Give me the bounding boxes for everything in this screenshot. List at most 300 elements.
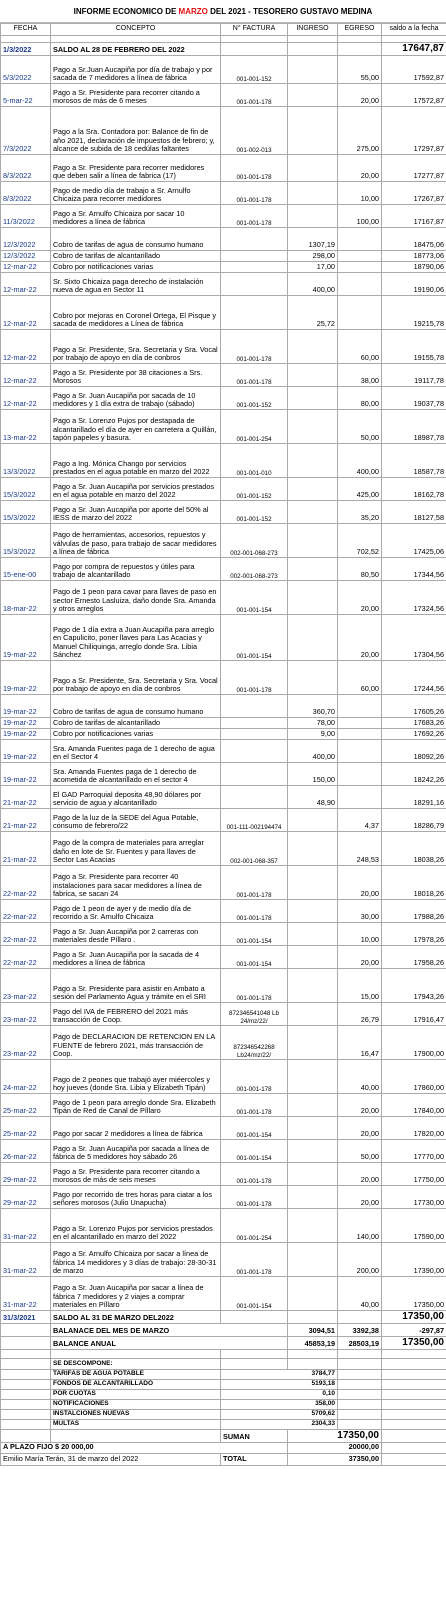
- date-cell: 12-mar-22: [1, 273, 51, 296]
- ledger-row: [1, 581, 446, 615]
- balance-cell: 18475,06: [382, 228, 446, 251]
- income-cell: [288, 1163, 338, 1186]
- invoice-cell: 001-001-178: [221, 155, 288, 182]
- concept-cell: Pago a Sr. Presidente, Sra. Secretaria y Sra. Vocal por trabajo de apoyo en día de conbros: [51, 661, 221, 695]
- concept-cell: Pago a Sr. Juan Aucapiña por sacada a línea de fábrica de 5 medidores hoy sábado 26: [51, 1140, 221, 1163]
- empty-cell: [51, 1429, 221, 1442]
- concept-cell: Cobro de tarifas de agua de consumo humano: [51, 695, 221, 718]
- breakdown-row: [1, 1369, 446, 1379]
- invoice-cell: 872346542268 Lb24/mz/22/: [221, 1026, 288, 1060]
- spacer-row: [1, 36, 446, 43]
- empty-cell: [382, 36, 446, 43]
- invoice-cell: 001-001-152: [221, 56, 288, 84]
- expense-cell: 20,00: [338, 1186, 382, 1209]
- balance-income: 3094,51: [288, 1323, 338, 1336]
- footer-row: [1, 1453, 446, 1465]
- empty-cell: [338, 1399, 382, 1409]
- income-cell: [288, 364, 338, 387]
- income-cell: [288, 330, 338, 364]
- empty-cell: [1, 1379, 51, 1389]
- concept-cell: Sra. Amanda Fuentes paga de 1 derecho de acometida de alcantarillado en el sector 4: [51, 763, 221, 786]
- concept-cell: Pago a Sr. Presidente para recorrer citando a morosos de más de seis meses: [51, 1163, 221, 1186]
- income-cell: [288, 1003, 338, 1026]
- income-cell: 1307,19: [288, 228, 338, 251]
- header-fecha: FECHA: [1, 24, 51, 36]
- spacer-row: [1, 1349, 446, 1358]
- invoice-cell: 001-002-013: [221, 107, 288, 155]
- concept-cell: Pago de medio día de trabajo a Sr. Arnulfo Chicaiza para recorrer medidores: [51, 182, 221, 205]
- invoice-cell: [221, 262, 288, 273]
- date-cell: 12-mar-22: [1, 262, 51, 273]
- balance-cell: 18790,06: [382, 262, 446, 273]
- date-cell: 22-mar-22: [1, 923, 51, 946]
- empty-cell: [382, 1429, 446, 1442]
- income-cell: [288, 809, 338, 832]
- balance-cell: 17267,87: [382, 182, 446, 205]
- balance-cell: 17605,26: [382, 695, 446, 718]
- concept-cell: Pago a Sr. Presidente para recorrer medidores que deben salir a línea de fabrica (17): [51, 155, 221, 182]
- invoice-cell: 001-001-154: [221, 923, 288, 946]
- invoice-cell: [221, 786, 288, 809]
- ledger-row: [1, 251, 446, 262]
- balance-cell: 18587,78: [382, 444, 446, 478]
- invoice-cell: 002-001-068-273: [221, 558, 288, 581]
- concept-cell: El GAD Parroquial deposita 48,90 dólares por servicio de agua y alcantarillado: [51, 786, 221, 809]
- income-cell: [288, 387, 338, 410]
- invoice-cell: 001-001-154: [221, 581, 288, 615]
- date-cell: 23-mar-22: [1, 1026, 51, 1060]
- concept-cell: Pago a Sr. Juan Aucapiña por la sacada de 4 medidores a línea de fábrica: [51, 946, 221, 969]
- header-row: [1, 24, 446, 36]
- invoice-cell: 001-001-178: [221, 661, 288, 695]
- empty-cell: [338, 1389, 382, 1399]
- concept-cell: Pago a Sr. Presidente para recorrer citando a morosos de más de 6 meses: [51, 84, 221, 107]
- balance-cell: 17277,87: [382, 155, 446, 182]
- empty-cell: [1, 1389, 51, 1399]
- income-cell: 48,90: [288, 786, 338, 809]
- concept-cell: Cobro de tarifas de alcantarillado: [51, 718, 221, 729]
- breakdown-row: [1, 1399, 446, 1409]
- balance-cell: 17297,87: [382, 107, 446, 155]
- balance-cell: 17592,87: [382, 56, 446, 84]
- invoice-cell: 001-001-152: [221, 501, 288, 524]
- ledger-row: [1, 524, 446, 558]
- ledger-row: [1, 763, 446, 786]
- balance-cell: 17692,26: [382, 729, 446, 740]
- income-cell: [288, 478, 338, 501]
- invoice-cell: [221, 718, 288, 729]
- date-cell: 21-mar-22: [1, 832, 51, 866]
- date-cell: 31/3/2021: [1, 1311, 51, 1324]
- income-cell: 17,00: [288, 262, 338, 273]
- expense-cell: 248,53: [338, 832, 382, 866]
- empty-cell: [382, 1349, 446, 1358]
- date-cell: 21-mar-22: [1, 809, 51, 832]
- date-cell: 8/3/2022: [1, 182, 51, 205]
- date-cell: 5-mar-22: [1, 84, 51, 107]
- expense-cell: 20,00: [338, 1117, 382, 1140]
- expense-cell: 20,00: [338, 155, 382, 182]
- income-cell: [288, 43, 338, 56]
- balance-cell: 17425,06: [382, 524, 446, 558]
- breakdown-value: 3784,77: [221, 1369, 338, 1379]
- monthly-balance-row: [1, 1323, 446, 1336]
- income-cell: [288, 1140, 338, 1163]
- ledger-row: [1, 809, 446, 832]
- empty-cell: [221, 1358, 288, 1369]
- empty-cell: [1, 1336, 51, 1349]
- sum-row: [1, 1429, 446, 1442]
- breakdown-value: 0,10: [221, 1389, 338, 1399]
- ledger-row: [1, 228, 446, 251]
- ledger-row: [1, 969, 446, 1003]
- empty-cell: [221, 1349, 288, 1358]
- income-cell: [288, 1277, 338, 1311]
- empty-cell: [338, 36, 382, 43]
- date-cell: 26-mar-22: [1, 1140, 51, 1163]
- concept-cell: Pago por compra de repuestos y útiles para trabajo de alcantarillado: [51, 558, 221, 581]
- balance-cell: 17244,56: [382, 661, 446, 695]
- invoice-cell: [221, 296, 288, 330]
- ledger-row: [1, 155, 446, 182]
- concept-cell: Pago a Sr. Juan Aucapiña por sacar a línea de fábrica 7 medidores y 2 viajes a comprar materiales en Píllaro: [51, 1277, 221, 1311]
- date-cell: 15/3/2022: [1, 524, 51, 558]
- date-cell: 19-mar-22: [1, 661, 51, 695]
- ledger-row: [1, 900, 446, 923]
- breakdown-row: [1, 1379, 446, 1389]
- balance-cell: 17590,00: [382, 1209, 446, 1243]
- ledger-row: [1, 43, 446, 56]
- breakdown-label: INSTALCIONES NUEVAS: [51, 1409, 221, 1419]
- signature-text: Emilio María Terán, 31 de marzo del 2022: [1, 1453, 221, 1465]
- income-cell: 9,00: [288, 729, 338, 740]
- empty-cell: [382, 1442, 446, 1453]
- invoice-cell: 001-001-154: [221, 1277, 288, 1311]
- expense-cell: 40,00: [338, 1060, 382, 1094]
- date-cell: 29-mar-22: [1, 1186, 51, 1209]
- income-cell: [288, 84, 338, 107]
- ledger-row: [1, 1163, 446, 1186]
- invoice-cell: 001-001-178: [221, 205, 288, 228]
- date-cell: 1/3/2022: [1, 43, 51, 56]
- empty-cell: [382, 1399, 446, 1409]
- concept-cell: SALDO AL 28 DE FEBRERO DEL 2022: [51, 43, 221, 56]
- ledger-row: [1, 695, 446, 718]
- empty-cell: [382, 1358, 446, 1369]
- income-cell: [288, 205, 338, 228]
- header-factura: N° FACTURA: [221, 24, 288, 36]
- expense-cell: 60,00: [338, 661, 382, 695]
- title-month: MARZO: [178, 7, 208, 16]
- expense-cell: [338, 1311, 382, 1324]
- expense-cell: 20,00: [338, 1094, 382, 1117]
- ledger-row: [1, 444, 446, 478]
- balance-cell: 17683,26: [382, 718, 446, 729]
- empty-cell: [382, 1453, 446, 1465]
- ledger-row: [1, 1117, 446, 1140]
- expense-cell: 15,00: [338, 969, 382, 1003]
- ledger-row: [1, 558, 446, 581]
- concept-cell: Pago a Sr. Presidente para asistir en Ambato a sesión del Parlamento Agua y trámite en el SRI: [51, 969, 221, 1003]
- income-cell: [288, 1094, 338, 1117]
- invoice-cell: [221, 695, 288, 718]
- ledger-row: [1, 501, 446, 524]
- invoice-cell: [221, 251, 288, 262]
- breakdown-value: 5193,18: [221, 1379, 338, 1389]
- expense-cell: 20,00: [338, 581, 382, 615]
- date-cell: 11/3/2022: [1, 205, 51, 228]
- date-cell: 13/3/2022: [1, 444, 51, 478]
- expense-cell: 50,00: [338, 410, 382, 444]
- date-cell: 22-mar-22: [1, 900, 51, 923]
- empty-cell: [1, 1349, 51, 1358]
- balance-cell: 17344,56: [382, 558, 446, 581]
- expense-cell: 26,79: [338, 1003, 382, 1026]
- ledger-row: [1, 364, 446, 387]
- expense-cell: [338, 718, 382, 729]
- invoice-cell: [221, 763, 288, 786]
- ledger-row: [1, 1243, 446, 1277]
- expense-cell: 200,00: [338, 1243, 382, 1277]
- invoice-cell: 001-001-154: [221, 1140, 288, 1163]
- balance-total: -297,87: [382, 1323, 446, 1336]
- balance-cell: 17350,00: [382, 1277, 446, 1311]
- breakdown-header: SE DESCOMPONE:: [51, 1358, 221, 1369]
- income-cell: 78,00: [288, 718, 338, 729]
- date-cell: 19-mar-22: [1, 718, 51, 729]
- empty-cell: [338, 1349, 382, 1358]
- date-cell: 8/3/2022: [1, 155, 51, 182]
- date-cell: 12-mar-22: [1, 330, 51, 364]
- expense-cell: [338, 695, 382, 718]
- invoice-cell: 001-001-154: [221, 1117, 288, 1140]
- balance-expense: 3392,38: [338, 1323, 382, 1336]
- concept-cell: Pago a Sr. Juan Aucapiña por 2 carreras con materiales desde Píllaro .: [51, 923, 221, 946]
- date-cell: 31-mar-22: [1, 1243, 51, 1277]
- expense-cell: 60,00: [338, 330, 382, 364]
- concept-cell: Pago de herramientas, accesorios, repuestos y válvulas de paso, para trabajo de sacar medidores a línea de fábrica: [51, 524, 221, 558]
- balance-cell: 17916,47: [382, 1003, 446, 1026]
- balance-cell: 17900,00: [382, 1026, 446, 1060]
- ledger-row: [1, 946, 446, 969]
- empty-cell: [1, 1323, 51, 1336]
- expense-cell: 20,00: [338, 615, 382, 661]
- expense-cell: 80,50: [338, 558, 382, 581]
- empty-cell: [288, 36, 338, 43]
- concept-cell: Cobro por notificaciones varias: [51, 262, 221, 273]
- empty-cell: [338, 1409, 382, 1419]
- balance-cell: 18162,78: [382, 478, 446, 501]
- income-cell: [288, 444, 338, 478]
- income-cell: [288, 1186, 338, 1209]
- ledger-row: [1, 1186, 446, 1209]
- total-value: 37350,00: [288, 1453, 382, 1465]
- breakdown-label: TARIFAS DE AGUA POTABLE: [51, 1369, 221, 1379]
- empty-cell: [51, 36, 221, 43]
- invoice-cell: 001-001-178: [221, 364, 288, 387]
- balance-label: BALANACE DEL MES DE MARZO: [51, 1323, 288, 1336]
- invoice-cell: 001-001-178: [221, 1186, 288, 1209]
- concept-cell: Pago a Sr. Arnulfo Chicaiza por sacar 10 medidores a línea de fábrica: [51, 205, 221, 228]
- invoice-cell: 001-001-152: [221, 387, 288, 410]
- ledger-row: [1, 1026, 446, 1060]
- ledger-row: [1, 1003, 446, 1026]
- balance-cell: 18038,26: [382, 832, 446, 866]
- empty-cell: [338, 1358, 382, 1369]
- invoice-cell: 001-001-010: [221, 444, 288, 478]
- concept-cell: Pago a Sr. Arnulfo Chicaiza por sacar a línea de fábrica 14 medidores y 3 días de trabajo: 28-30-31 de marzo: [51, 1243, 221, 1277]
- income-cell: [288, 1117, 338, 1140]
- income-cell: [288, 410, 338, 444]
- income-cell: [288, 107, 338, 155]
- income-cell: [288, 1209, 338, 1243]
- concept-cell: Pago a Sr. Juan Aucapiña por sacada de 10 medidores y 1 día extra de trabajo (sábado): [51, 387, 221, 410]
- invoice-cell: 001-001-154: [221, 946, 288, 969]
- date-cell: 19-mar-22: [1, 695, 51, 718]
- breakdown-header-row: [1, 1358, 446, 1369]
- expense-cell: 50,00: [338, 1140, 382, 1163]
- date-cell: 15-ene-00: [1, 558, 51, 581]
- balance-cell: 18127,58: [382, 501, 446, 524]
- empty-cell: [1, 1369, 51, 1379]
- empty-cell: [51, 1349, 221, 1358]
- invoice-cell: 001-001-178: [221, 182, 288, 205]
- income-cell: [288, 946, 338, 969]
- expense-cell: 20,00: [338, 84, 382, 107]
- ledger-row: [1, 262, 446, 273]
- empty-cell: [1, 1409, 51, 1419]
- invoice-cell: 001-001-178: [221, 84, 288, 107]
- income-cell: 25,72: [288, 296, 338, 330]
- expense-cell: 80,00: [338, 387, 382, 410]
- ledger-row: [1, 1277, 446, 1311]
- balance-cell: 19215,78: [382, 296, 446, 330]
- expense-cell: [338, 786, 382, 809]
- date-cell: 12-mar-22: [1, 387, 51, 410]
- income-cell: [288, 558, 338, 581]
- concept-cell: Pago de 2 peones que trabajó ayer miéercoles y hoy jueves (donde Sra. Libia y Elizabeth Tipán): [51, 1060, 221, 1094]
- breakdown-row: [1, 1419, 446, 1429]
- balance-cell: 18291,16: [382, 786, 446, 809]
- invoice-cell: [221, 740, 288, 763]
- invoice-cell: [221, 729, 288, 740]
- expense-cell: 10,00: [338, 923, 382, 946]
- ledger-row: [1, 786, 446, 809]
- breakdown-value: 5709,62: [221, 1409, 338, 1419]
- title-part1: INFORME ECONOMICO DE: [73, 7, 179, 16]
- balance-cell: 17860,00: [382, 1060, 446, 1094]
- balance-cell: 17978,26: [382, 923, 446, 946]
- income-cell: [288, 155, 338, 182]
- expense-cell: [338, 251, 382, 262]
- invoice-cell: 001-001-178: [221, 1094, 288, 1117]
- income-cell: [288, 1311, 338, 1324]
- expense-cell: [338, 729, 382, 740]
- report-title: [0, 0, 446, 23]
- ledger-row: [1, 410, 446, 444]
- invoice-cell: 001-001-152: [221, 478, 288, 501]
- invoice-cell: 002-001-068-273: [221, 524, 288, 558]
- balance-cell: 17730,00: [382, 1186, 446, 1209]
- expense-cell: 55,00: [338, 56, 382, 84]
- ledger-row: [1, 107, 446, 155]
- expense-cell: 400,00: [338, 444, 382, 478]
- date-cell: 15/3/2022: [1, 478, 51, 501]
- date-cell: 13-mar-22: [1, 410, 51, 444]
- empty-cell: [382, 1369, 446, 1379]
- expense-cell: 16,47: [338, 1026, 382, 1060]
- empty-cell: [382, 1419, 446, 1429]
- invoice-cell: 001-001-154: [221, 615, 288, 661]
- income-cell: [288, 832, 338, 866]
- empty-cell: [1, 36, 51, 43]
- expense-cell: 275,00: [338, 107, 382, 155]
- date-cell: 19-mar-22: [1, 763, 51, 786]
- balance-cell: 17770,00: [382, 1140, 446, 1163]
- ledger-row: [1, 866, 446, 900]
- concept-cell: Sra. Amanda Fuentes paga de 1 derecho de agua en el Sector 4: [51, 740, 221, 763]
- concept-cell: Pago de 1 día extra a Juan Aucapiña para arreglo en Capulicito, poner llaves para Las Acacias y Manuel Chiliquinga, arreglo donde Sra. Libia Sánchez: [51, 615, 221, 661]
- header-saldo: saldo a la fecha: [382, 24, 446, 36]
- concept-cell: Pago de la luz de la SEDE del Agua Potable, consumo de febrero/22: [51, 809, 221, 832]
- ledger-row: [1, 1060, 446, 1094]
- balance-cell: 17958,26: [382, 946, 446, 969]
- empty-cell: [1, 1358, 51, 1369]
- concept-cell: Sr. Sixto Chicaiza paga derecho de instalación nueva de agua en Sector 11: [51, 273, 221, 296]
- empty-cell: [221, 36, 288, 43]
- ledger-row: [1, 729, 446, 740]
- invoice-cell: 872346541048 Lb 24/mz/22/: [221, 1003, 288, 1026]
- date-cell: 24-mar-22: [1, 1060, 51, 1094]
- expense-cell: 38,00: [338, 364, 382, 387]
- expense-cell: [338, 763, 382, 786]
- invoice-cell: 001-001-178: [221, 1243, 288, 1277]
- balance-cell: 18773,06: [382, 251, 446, 262]
- concept-cell: Pago del IVA de FEBRERO del 2021 más transacción de Coop.: [51, 1003, 221, 1026]
- balance-cell: 19190,06: [382, 273, 446, 296]
- date-cell: 23-mar-22: [1, 969, 51, 1003]
- date-cell: 12/3/2022: [1, 228, 51, 251]
- ledger-row: [1, 718, 446, 729]
- income-cell: [288, 524, 338, 558]
- expense-cell: 20,00: [338, 946, 382, 969]
- expense-cell: 10,00: [338, 182, 382, 205]
- invoice-cell: 001-001-178: [221, 1060, 288, 1094]
- concept-cell: Pago a Sr. Lorenzo Pujos por destapada de alcantarillado el día de ayer en carretera a Quillán, tapón papeles y basura.: [51, 410, 221, 444]
- expense-cell: 4,37: [338, 809, 382, 832]
- date-cell: 29-mar-22: [1, 1163, 51, 1186]
- breakdown-label: POR CUOTAS: [51, 1389, 221, 1399]
- ledger-row: [1, 923, 446, 946]
- title-part2: DEL 2021 - TESORERO GUSTAVO MEDINA: [207, 7, 373, 16]
- date-cell: 22-mar-22: [1, 866, 51, 900]
- expense-cell: [338, 262, 382, 273]
- income-cell: [288, 661, 338, 695]
- concept-cell: Pago de 1 peon para arreglo donde Sra. Elizabeth Tipán de Red de Canal de Píllaro: [51, 1094, 221, 1117]
- income-cell: [288, 1060, 338, 1094]
- date-cell: 12-mar-22: [1, 364, 51, 387]
- date-cell: 19-mar-22: [1, 729, 51, 740]
- income-cell: [288, 56, 338, 84]
- ledger-row: [1, 330, 446, 364]
- balance-cell: 17988,26: [382, 900, 446, 923]
- ledger-row: [1, 182, 446, 205]
- breakdown-label: FONDOS DE ALCANTARILLADO: [51, 1379, 221, 1389]
- empty-cell: [288, 1358, 338, 1369]
- breakdown-row: [1, 1389, 446, 1399]
- fixed-term-row: [1, 1442, 446, 1453]
- ledger-row: [1, 740, 446, 763]
